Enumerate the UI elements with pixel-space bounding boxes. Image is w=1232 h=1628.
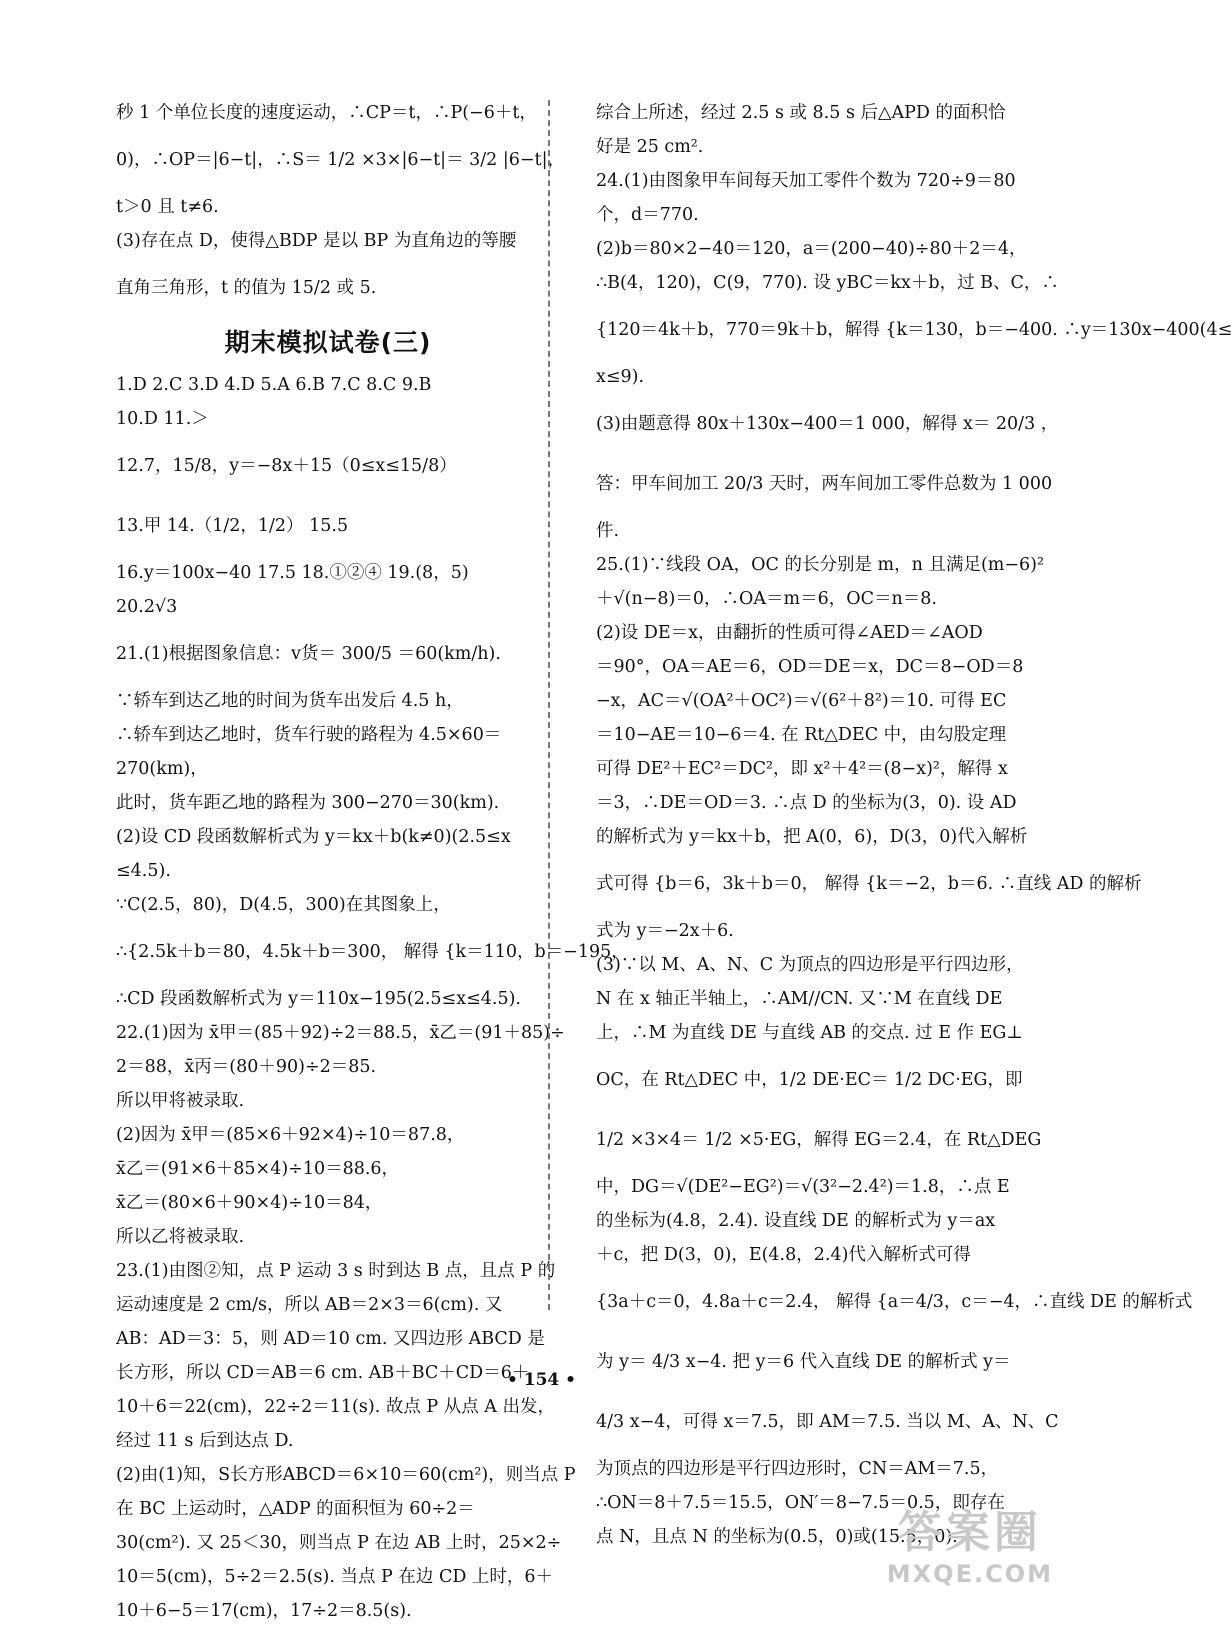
text-line: 0)，∴OP＝|6−t|，∴S＝ 1/2 ×3×|6−t|＝ 3/2 |6−t|， xyxy=(116,150,565,170)
text-line: 此时，货车距乙地的路程为 300−270＝30(km). xyxy=(116,793,500,813)
text-line: x≤9). xyxy=(596,367,645,387)
text-line: 可得 DE²＋EC²＝DC²，即 x²＋4²＝(8−x)²，解得 x xyxy=(596,759,1008,779)
text-line: ∴轿车到达乙地时，货车行驶的路程为 4.5×60＝ xyxy=(116,725,502,745)
text-line: (3)∵以 M、A、N、C 为顶点的四边形是平行四边形， xyxy=(596,955,1024,975)
text-line: 上，∴M 为直线 DE 与直线 AB 的交点. 过 E 作 EG⊥ xyxy=(596,1023,1023,1043)
text-line: 为顶点的四边形是平行四边形时，CN＝AM＝7.5， xyxy=(596,1459,999,1479)
text-line: 中，DG＝√(DE²−EG²)＝√(3²−2.4²)＝1.8，∴点 E xyxy=(596,1177,1010,1197)
text-line: 20.2√3 xyxy=(116,597,178,617)
text-line: ∵轿车到达乙地的时间为货车出发后 4.5 h， xyxy=(116,691,464,711)
text-line: ＝10−AE＝10−6＝4. 在 Rt△DEC 中，由勾股定理 xyxy=(596,725,1007,745)
text-line: 12.7，15/8，y＝−8x＋15（0≤x≤15/8） xyxy=(116,456,457,476)
text-line: 综合上所述，经过 2.5 s 或 8.5 s 后△APD 的面积恰 xyxy=(596,103,1006,123)
text-line: 13.甲 14.（1/2，1/2） 15.5 xyxy=(116,516,349,536)
text-line: 长方形，所以 CD＝AB＝6 cm. AB＋BC＋CD＝6＋ xyxy=(116,1363,530,1383)
text-line: x̄乙＝(91×6＋85×4)÷10＝88.6， xyxy=(116,1159,400,1179)
text-line: 23.(1)由图②知，点 P 运动 3 s 时到达 B 点，且点 P 的 xyxy=(116,1261,556,1281)
text-line: OC，在 Rt△DEC 中，1/2 DE·EC＝ 1/2 DC·EG，即 xyxy=(596,1070,1023,1090)
text-line: N 在 x 轴正半轴上，∴AM//CN. 又∵M 在直线 DE xyxy=(596,989,1003,1009)
text-line: 所以甲将被录取. xyxy=(116,1091,245,1111)
text-line: 答：甲车间加工 20/3 天时，两车间加工零件总数为 1 000 xyxy=(596,474,1053,494)
text-line: 式为 y＝−2x＋6. xyxy=(596,921,734,941)
column-divider xyxy=(548,100,550,1310)
text-line: 在 BC 上运动时，△ADP 的面积恒为 60÷2＝ xyxy=(116,1499,475,1519)
text-line: (3)存在点 D，使得△BDP 是以 BP 为直角边的等腰 xyxy=(116,231,517,251)
text-line: 10.D 11.＞ xyxy=(116,409,209,429)
text-line: 点 N，且点 N 的坐标为(0.5，0)或(15.5，0). xyxy=(596,1527,958,1547)
text-line: ∵C(2.5，80)，D(4.5，300)在其图象上， xyxy=(116,895,451,915)
text-line: x̄乙＝(80×6＋90×4)÷10＝84， xyxy=(116,1193,383,1213)
text-line: 1.D 2.C 3.D 4.D 5.A 6.B 7.C 8.C 9.B xyxy=(116,375,432,395)
text-line: 22.(1)因为 x̄甲＝(85＋92)÷2＝88.5，x̄乙＝(91＋85)÷ xyxy=(116,1023,565,1043)
text-line: {3a＋c＝0，4.8a＋c＝2.4， 解得 {a＝4/3，c＝−4，∴直线 DE 的解析式 xyxy=(596,1292,1193,1312)
text-line: (3)由题意得 80x＋130x−400＝1 000，解得 x＝ 20/3 ， xyxy=(596,414,1059,434)
text-line: 16.y＝100x−40 17.5 18.①②④ 19.(8，5) xyxy=(116,563,469,583)
text-line: 为 y＝ 4/3 x−4. 把 y＝6 代入直线 DE 的解析式 y＝ xyxy=(596,1352,1011,1372)
text-line: 的坐标为(4.8，2.4). 设直线 DE 的解析式为 y＝ax xyxy=(596,1211,996,1231)
text-line: 秒 1 个单位长度的速度运动，∴CP＝t，∴P(−6＋t， xyxy=(116,103,537,123)
text-line: ≤4.5). xyxy=(116,861,171,881)
text-line: 式可得 {b＝6，3k＋b＝0， 解得 {k＝−2，b＝6. ∴直线 AD 的解析 xyxy=(596,874,1142,894)
text-line: (2)设 DE＝x，由翻折的性质可得∠AED＝∠AOD xyxy=(596,623,983,643)
text-line: 25.(1)∵线段 OA，OC 的长分别是 m，n 且满足(m−6)² xyxy=(596,555,1045,575)
watermark-title: 答案圈 xyxy=(897,1507,1042,1558)
text-line: 30(cm²). 又 25＜30，则当点 P 在边 AB 上时，25×2÷ xyxy=(116,1533,562,1553)
text-line: ∴B(4，120)，C(9，770). 设 yBC＝kx＋b，过 B、C，∴ xyxy=(596,273,1059,293)
right-column xyxy=(596,96,1232,1554)
text-line: 运动速度是 2 cm/s，所以 AB＝2×3＝6(cm). 又 xyxy=(116,1295,503,1315)
text-line: t＞0 且 t≠6. xyxy=(116,197,219,217)
text-line: 经过 11 s 后到达点 D. xyxy=(116,1431,294,1451)
text-line: (2)设 CD 段函数解析式为 y＝kx＋b(k≠0)(2.5≤x xyxy=(116,827,511,847)
page-number: • 154 • xyxy=(506,1370,577,1390)
text-line: ∴ON＝8＋7.5＝15.5，ON′＝8−7.5＝0.5，即存在 xyxy=(596,1493,1005,1513)
text-line: 所以乙将被录取. xyxy=(116,1227,245,1247)
text-line: 270(km)， xyxy=(116,759,208,779)
text-line: −x，AC＝√(OA²＋OC²)＝√(6²＋8²)＝10. 可得 EC xyxy=(596,691,1007,711)
text-line: ＝90°，OA＝AE＝6，OD＝DE＝x，DC＝8−OD＝8 xyxy=(596,657,1024,677)
section-heading: 期末模拟试卷(三) xyxy=(224,328,432,357)
text-line: 2＝88，x̄丙＝(80＋90)÷2＝85. xyxy=(116,1057,377,1077)
text-line: 件. xyxy=(596,521,620,541)
text-line: 个，d＝770. xyxy=(596,205,699,225)
text-line: 1/2 ×3×4＝ 1/2 ×5·EG，解得 EG＝2.4，在 Rt△DEG xyxy=(596,1130,1042,1150)
text-line: 24.(1)由图象甲车间每天加工零件个数为 720÷9＝80 xyxy=(596,171,1016,191)
text-line: {120＝4k＋b，770＝9k＋b，解得 {k＝130，b＝−400. ∴y＝130x−400(4≤ xyxy=(596,320,1232,340)
watermark-logo xyxy=(887,1496,1053,1588)
text-line: 直角三角形，t 的值为 15/2 或 5. xyxy=(116,278,377,298)
text-line: 21.(1)根据图象信息：v货＝ 300/5 ＝60(km/h). xyxy=(116,644,501,664)
text-line: ＝3，∴DE＝OD＝3. ∴点 D 的坐标为(3，0). 设 AD xyxy=(596,793,1017,813)
text-line: AB：AD＝3：5，则 AD＝10 cm. 又四边形 ABCD 是 xyxy=(116,1329,545,1349)
text-line: 好是 25 cm². xyxy=(596,137,704,157)
text-line: (2)由(1)知，S长方形ABCD＝6×10＝60(cm²)，则当点 P xyxy=(116,1465,576,1485)
watermark-url: MXQE.COM xyxy=(886,1560,1053,1588)
text-line: 的解析式为 y＝kx＋b，把 A(0，6)，D(3，0)代入解析 xyxy=(596,827,1028,847)
text-line: ＋√(n−8)＝0，∴OA＝m＝6，OC＝n＝8. xyxy=(596,589,937,609)
text-line: (2)因为 x̄甲＝(85×6＋92×4)÷10＝87.8， xyxy=(116,1125,465,1145)
text-line: (2)b＝80×2−40＝120，a＝(200−40)÷80＋2＝4， xyxy=(596,239,1027,259)
text-line: ∴{2.5k＋b＝80，4.5k＋b＝300， 解得 {k＝110，b＝−195， xyxy=(116,942,629,962)
text-line: 10＋6＝22(cm)，22÷2＝11(s). 故点 P 从点 A 出发， xyxy=(116,1397,555,1417)
text-line: 4/3 x−4，可得 x＝7.5，即 AM＝7.5. 当以 M、A、N、C xyxy=(596,1412,1059,1432)
text-line: ＋c，把 D(3，0)，E(4.8，2.4)代入解析式可得 xyxy=(596,1245,971,1265)
text-line: 10＝5(cm)，5÷2＝2.5(s). 当点 P 在边 CD 上时，6＋ xyxy=(116,1567,554,1587)
text-line: 10＋6−5＝17(cm)，17÷2＝8.5(s). xyxy=(116,1601,412,1621)
text-line: ∴CD 段函数解析式为 y＝110x−195(2.5≤x≤4.5). xyxy=(116,989,521,1009)
